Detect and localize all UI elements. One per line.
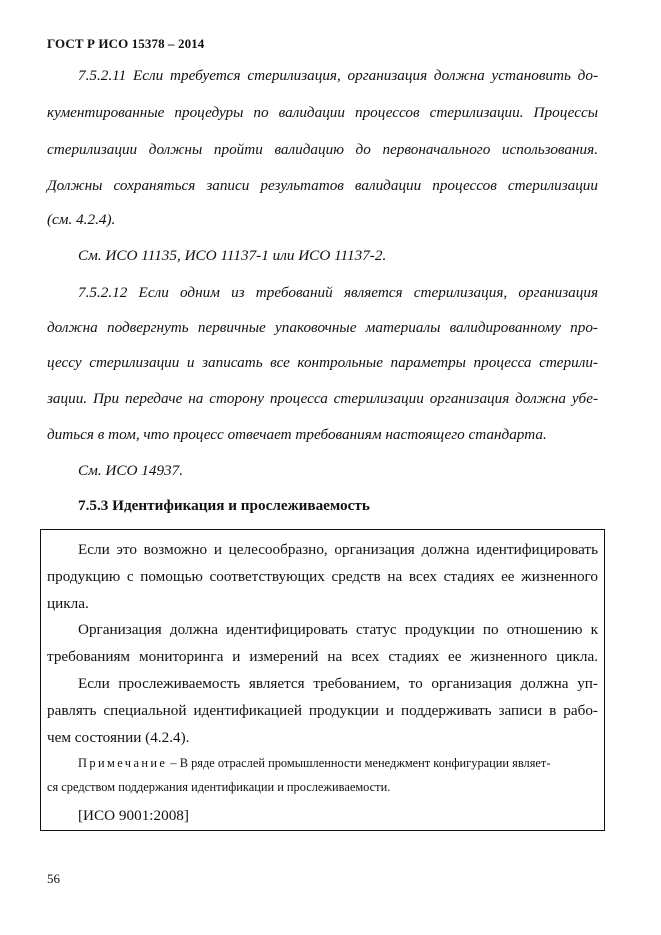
box-para-3-line-3: чем состоянии (4.2.4). xyxy=(47,729,190,746)
clause-7-5-2-12-line-3: цессу стерилизации и записать все контрольные параметры процесса стерили- xyxy=(47,354,598,371)
box-para-1-line-3: цикла. xyxy=(47,595,89,612)
clause-7-5-2-11-line-5: (см. 4.2.4). xyxy=(47,211,116,228)
clause-7-5-2-12-line-4: зации. При передаче на сторону процесса стерилизации организация должна убе- xyxy=(47,390,598,407)
clause-7-5-2-12-line-2: должна подвергнуть первичные упаковочные материалы валидированному про- xyxy=(47,319,598,336)
section-heading-7-5-3: 7.5.3 Идентификация и прослеживаемость xyxy=(78,497,370,514)
clause-7-5-2-11-line-3: стерилизации должны пройти валидацию до первоначального использования. xyxy=(47,141,598,158)
box-para-1-line-2: продукцию с помощью соответствующих средств на всех стадиях ее жизненного xyxy=(47,568,598,585)
clause-7-5-2-11-line-2: кументированные процедуры по валидации процессов стерилизации. Процессы xyxy=(47,104,598,121)
clause-7-5-2-11-line-1: 7.5.2.11 Если требуется стерилизация, организация должна установить до- xyxy=(78,67,598,84)
box-para-3-line-1: Если прослеживаемость является требованием, то организация должна уп- xyxy=(78,675,598,692)
document-header: ГОСТ Р ИСО 15378 – 2014 xyxy=(47,36,205,51)
clause-7-5-2-12-reference: См. ИСО 14937. xyxy=(78,462,184,479)
box-source-reference: [ИСО 9001:2008] xyxy=(78,807,189,824)
note-label: Примечание xyxy=(78,756,168,770)
clause-7-5-2-11-reference: См. ИСО 11135, ИСО 11137-1 или ИСО 11137-2. xyxy=(78,247,387,264)
clause-7-5-2-12-line-5: диться в том, что процесс отвечает требованиям настоящего стандарта. xyxy=(47,426,547,443)
clause-7-5-2-12-line-1: 7.5.2.12 Если одним из требований является стерилизация, организация xyxy=(78,284,598,301)
box-note-line-2: ся средством поддержания идентификации и прослеживаемости. xyxy=(47,780,391,794)
box-note-line-1 xyxy=(78,753,550,773)
page-number: 56 xyxy=(47,871,60,886)
box-para-2-line-2: требованиям мониторинга и измерений на всех стадиях ее жизненного цикла. xyxy=(47,648,598,665)
note-text-1: – В ряде отраслей промышленности менеджмент конфигурации являет- xyxy=(167,756,551,770)
box-para-1-line-1: Если это возможно и целесообразно, организация должна идентифицировать xyxy=(78,541,598,558)
box-para-3-line-2: равлять специальной идентификацией продукции и поддерживать записи в рабо- xyxy=(47,702,598,719)
box-para-2-line-1: Организация должна идентифицировать статус продукции по отношению к xyxy=(78,621,598,638)
clause-7-5-2-11-line-4: Должны сохраняться записи результатов валидации процессов стерилизации xyxy=(47,177,598,194)
